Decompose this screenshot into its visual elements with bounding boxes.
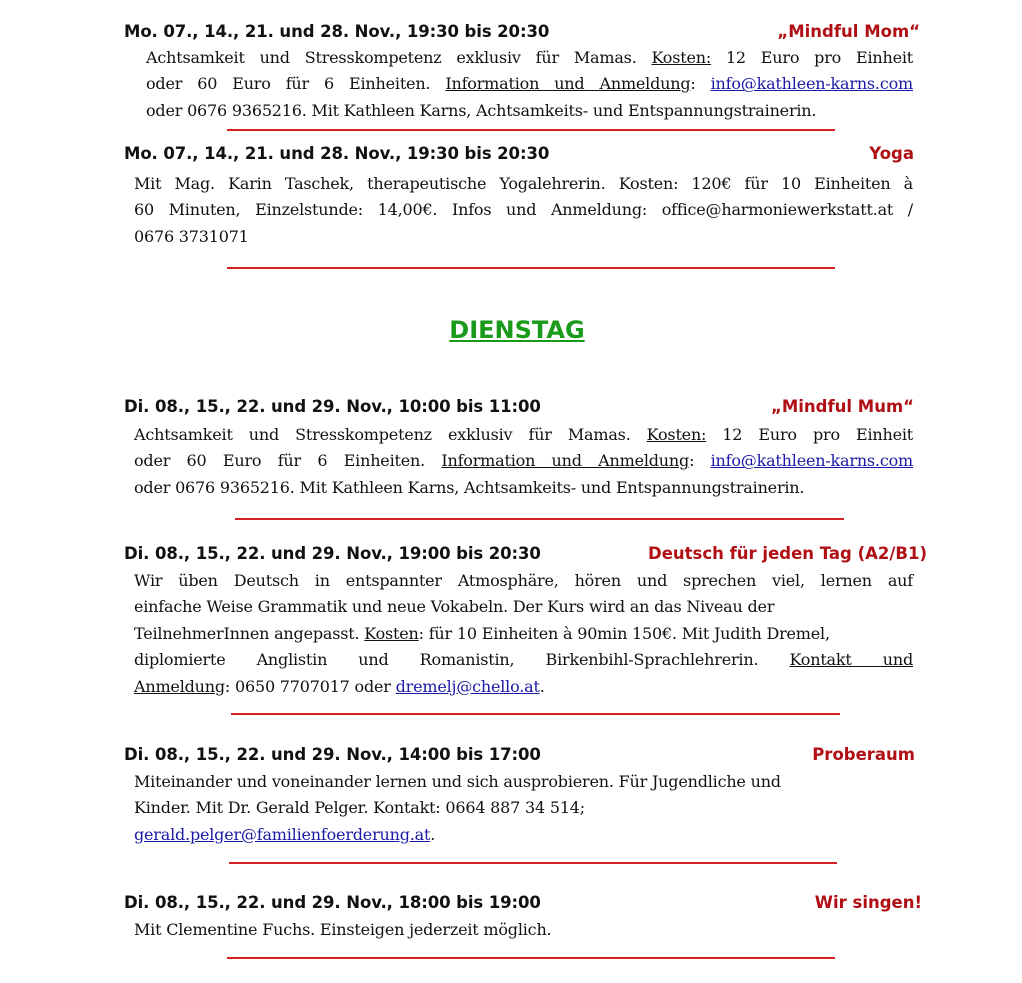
text-segment: oder 60 Euro für 6 Einheiten. — [134, 451, 442, 471]
event-title: Wir singen! — [814, 893, 922, 912]
separator-line — [229, 862, 837, 864]
separator-line — [231, 713, 840, 715]
event-date-time: Mo. 07., 14., 21. und 28. Nov., 19:30 bis 20:30 — [124, 144, 550, 163]
event-title: Yoga — [869, 144, 914, 163]
event-description — [134, 171, 913, 250]
text-segment: oder 0676 9365216. Mit Kathleen Karns, Achtsamkeits- und Entspannungstrainerin. — [134, 477, 805, 497]
text-segment: oder 0676 9365216. Mit Kathleen Karns, Achtsamkeits- und Entspannungstrainerin. — [146, 100, 817, 120]
description-line — [134, 171, 913, 197]
underlined-text: Information und Anmeldung — [445, 74, 691, 94]
event-description — [134, 568, 913, 700]
text-segment: : — [690, 74, 711, 94]
separator-line — [227, 267, 835, 269]
description-line — [134, 448, 913, 474]
event-description — [134, 917, 913, 943]
text-segment: oder 60 Euro für 6 Einheiten. — [146, 74, 446, 94]
description-line — [134, 795, 913, 821]
description-line — [146, 98, 913, 124]
text-segment: Achtsamkeit und Stresskompetenz exklusiv für Mamas. — [146, 48, 652, 67]
text-segment: . — [430, 824, 436, 844]
text-segment: Mit Clementine Fuchs. Einsteigen jederzeit möglich. — [134, 920, 552, 939]
text-segment: 12 Euro pro Einheit — [711, 48, 914, 67]
underlined-text: Kosten — [364, 623, 419, 643]
description-line — [146, 71, 913, 97]
description-line — [134, 475, 913, 501]
description-line — [146, 45, 913, 71]
separator-line — [235, 518, 844, 520]
text-segment: TeilnehmerInnen angepasst. — [134, 623, 365, 643]
description-line — [134, 647, 913, 673]
event-date-time: Di. 08., 15., 22. und 29. Nov., 18:00 bis 19:00 — [124, 893, 541, 912]
text-segment: 0676 3731071 — [134, 226, 249, 246]
event-header — [124, 397, 924, 419]
event-date-time: Di. 08., 15., 22. und 29. Nov., 10:00 bis 11:00 — [124, 397, 541, 416]
event-description — [134, 422, 913, 501]
email-link[interactable]: gerald.pelger@familienfoerderung.at — [134, 824, 431, 844]
email-link[interactable]: info@kathleen-karns.com — [710, 74, 913, 94]
description-line — [134, 822, 913, 848]
event-header — [124, 893, 924, 915]
event-header — [124, 144, 924, 166]
event-date-time: Di. 08., 15., 22. und 29. Nov., 14:00 bis 17:00 — [124, 745, 541, 764]
text-segment: Kinder. Mit Dr. Gerald Pelger. Kontakt: 0664 887 34 514; — [134, 798, 585, 818]
text-segment: Achtsamkeit und Stresskompetenz exklusiv für Mamas. — [134, 425, 647, 444]
text-segment: . — [539, 676, 545, 696]
text-segment: diplomierte Anglistin und Romanistin, Birkenbihl-Sprachlehrerin. — [134, 650, 790, 670]
text-segment: Miteinander und voneinander lernen und sich ausprobieren. Für Jugendliche und — [134, 772, 781, 791]
event-title: „Mindful Mom“ — [777, 22, 920, 41]
description-line — [134, 917, 913, 943]
event-header — [124, 745, 924, 767]
event-title: „Mindful Mum“ — [770, 397, 914, 416]
underlined-text: Information und Anmeldung — [441, 451, 690, 471]
event-title: Proberaum — [812, 745, 915, 764]
description-line — [134, 568, 913, 594]
underlined-text: Anmeldung — [134, 676, 225, 696]
event-date-time: Di. 08., 15., 22. und 29. Nov., 19:00 bis 20:30 — [124, 544, 541, 563]
event-header — [124, 544, 927, 566]
day-heading: DIENSTAG — [449, 316, 585, 344]
underlined-text: Kosten: — [651, 48, 712, 67]
event-title: Deutsch für jeden Tag (A2/B1) — [648, 544, 927, 563]
event-header — [124, 22, 924, 44]
description-line — [134, 769, 913, 795]
description-line — [134, 197, 913, 223]
description-line — [134, 674, 913, 700]
text-segment: 60 Minuten, Einzelstunde: 14,00€. Infos und Anmeldung: office@harmoniewerkstatt.at / — [134, 200, 913, 220]
separator-line — [227, 129, 835, 131]
description-line — [134, 224, 913, 250]
description-line — [134, 594, 913, 620]
event-date-time: Mo. 07., 14., 21. und 28. Nov., 19:30 bis 20:30 — [124, 22, 550, 41]
text-segment: : — [689, 451, 711, 471]
underlined-text: Kontakt und — [789, 650, 913, 670]
email-link[interactable]: info@kathleen-karns.com — [710, 451, 913, 471]
description-line — [134, 621, 913, 647]
text-segment: Mit Mag. Karin Taschek, therapeutische Yogalehrerin. Kosten: 120€ für 10 Einheiten à — [134, 174, 913, 193]
underlined-text: Kosten: — [646, 425, 707, 444]
description-line — [134, 422, 913, 448]
text-segment: 12 Euro pro Einheit — [706, 425, 913, 444]
text-segment: : für 10 Einheiten à 90min 150€. Mit Judith Dremel, — [418, 623, 830, 643]
text-segment: einfache Weise Grammatik und neue Vokabeln. Der Kurs wird an das Niveau der — [134, 597, 775, 617]
separator-line — [227, 957, 835, 959]
email-link[interactable]: dremelj@chello.at — [395, 676, 540, 696]
event-description — [146, 45, 913, 124]
text-segment: : 0650 7707017 oder — [224, 676, 396, 696]
event-description — [134, 769, 913, 848]
text-segment: Wir üben Deutsch in entspannter Atmosphäre, hören und sprechen viel, lernen auf — [134, 571, 913, 590]
